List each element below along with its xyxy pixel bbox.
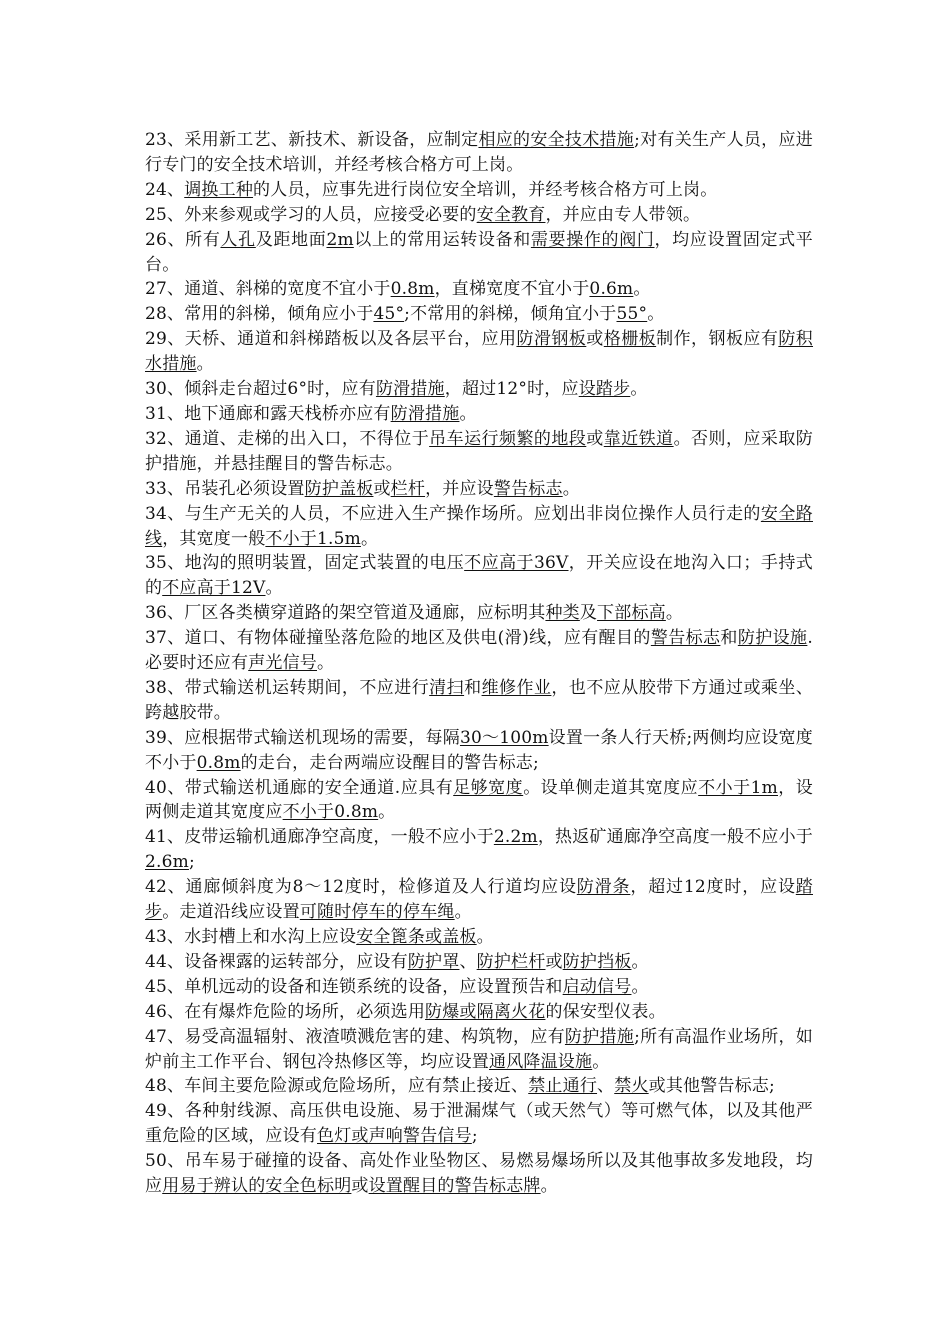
underlined-answer: 用易于辨认的安全色标明 — [162, 1176, 352, 1197]
clause-text: 30、倾斜走台超过6°时，应有 — [145, 379, 376, 400]
clause-text: 39、应根据带式输送机现场的需要，每隔 — [145, 727, 460, 748]
clause-paragraph — [145, 502, 813, 552]
clause-text: ，超过12°时，应 — [444, 379, 579, 400]
clause-paragraph — [145, 1000, 813, 1025]
underlined-answer: 禁火 — [614, 1076, 649, 1097]
clause-text: ，设两侧走道其宽度应 — [145, 777, 813, 823]
clause-paragraph — [145, 277, 813, 302]
underlined-answer: 0.8m — [196, 752, 241, 773]
underlined-answer: 踏步 — [145, 877, 813, 923]
clause-text: 和 — [464, 677, 482, 698]
clause-text: .必要时还应有 — [145, 628, 814, 674]
clause-text: ;不常用的斜梯，倾角宜小于 — [404, 304, 617, 325]
clause-text: 。 — [459, 403, 477, 424]
clause-text: 46、在有爆炸危险的场所，必须选用 — [145, 1001, 426, 1022]
underlined-answer: 2.6m — [145, 852, 189, 873]
clause-paragraph — [145, 302, 813, 327]
clause-text: 。 — [592, 1051, 610, 1072]
underlined-answer: 声光信号 — [248, 653, 318, 674]
clause-paragraph — [145, 1025, 813, 1075]
clause-text: 45、单机远动的设备和连锁系统的设备，应设置预告和 — [145, 976, 563, 997]
clause-text: 及 — [579, 603, 598, 624]
underlined-answer: 维修作业 — [481, 677, 552, 698]
underlined-answer: 防滑条 — [576, 877, 631, 898]
clause-text: 31、地下通廊和露天栈桥亦应有 — [145, 403, 391, 424]
clause-text: ; — [471, 1126, 478, 1147]
clause-text: 或 — [373, 478, 391, 499]
clause-paragraph — [145, 203, 813, 228]
clause-text: 47、易受高温辐射、液渣喷溅危害的建、构筑物，应有 — [145, 1026, 565, 1047]
clause-text: 26、所有 — [145, 229, 221, 250]
clause-text: 28、常用的斜梯，倾角应小于 — [145, 304, 374, 325]
clause-text: 37、道口、有物体碰撞坠落危险的地区及供电(滑)线，应有醒目的 — [145, 628, 651, 649]
underlined-answer: 防护栏杆 — [476, 951, 546, 972]
clause-text: 。 — [265, 578, 283, 599]
clause-paragraph — [145, 726, 813, 776]
underlined-answer: 安全教育 — [476, 204, 546, 225]
underlined-answer: 警告标志 — [493, 478, 563, 499]
clause-text: 。 — [631, 951, 649, 972]
underlined-answer: 栏杆 — [390, 478, 426, 499]
underlined-answer: 靠近铁道 — [603, 428, 674, 449]
underlined-answer: 需要操作的阀门 — [530, 229, 655, 250]
underlined-answer: 不小于1.5m — [265, 528, 361, 549]
underlined-answer: 吊车运行频繁的地段 — [429, 428, 587, 449]
underlined-answer: 安全篦条或盖板 — [356, 927, 477, 947]
clause-text: 。 — [665, 603, 684, 624]
clause-text: ，也不应从胶带下方通过或乘坐、跨越胶带。 — [145, 677, 814, 723]
clause-text: 38、带式输送机运转期间，不应进行 — [145, 677, 430, 698]
underlined-answer: 防爆或隔离火花 — [425, 1001, 546, 1022]
clause-text: ;所有高温作业场所，如炉前主工作平台、钢包冷热修区等，均应设置 — [145, 1026, 813, 1072]
underlined-answer: 防护罩 — [407, 951, 460, 972]
clause-text: 及距地面 — [255, 229, 327, 250]
clause-text: 或 — [586, 428, 604, 449]
underlined-answer: 防护设施 — [737, 628, 808, 649]
underlined-answer: 设踏步 — [578, 379, 631, 400]
clause-text: 。设单侧走道其宽度应 — [523, 777, 699, 798]
clause-text: 40、带式输送机通廊的安全通道.应具有 — [145, 777, 454, 798]
clause-text: 、 — [459, 951, 477, 972]
clause-paragraph — [145, 178, 813, 203]
clause-text: 42、通廊倾斜度为8～12度时，检修道及人行道均应设 — [145, 877, 577, 898]
clause-text: ，并应设 — [425, 478, 494, 499]
clause-text: 35、地沟的照明装置，固定式装置的电压 — [145, 553, 465, 574]
clause-text: 、 — [597, 1076, 615, 1097]
clause-text: ; — [188, 852, 195, 873]
underlined-answer: 防护盖板 — [304, 478, 374, 499]
clause-text: 48、车间主要危险源或危险场所，应有禁止接近、 — [145, 1076, 529, 1097]
clause-text: 44、设备裸露的运转部分，应设有 — [145, 951, 408, 972]
clause-text: 43、水封槽上和水沟上应设 — [145, 927, 357, 947]
underlined-answer: 可随时停车的停车绳 — [299, 902, 455, 923]
clause-paragraph — [145, 1074, 813, 1099]
clause-paragraph — [145, 825, 813, 875]
clause-text: 。 — [317, 653, 335, 674]
clause-text: 36、厂区各类横穿道路的架空管道及通廊，应标明其 — [145, 603, 546, 624]
underlined-answer: 0.6m — [589, 279, 634, 300]
clause-paragraph — [145, 1099, 813, 1149]
clause-paragraph — [145, 228, 813, 278]
clause-text: 。 — [454, 902, 472, 923]
clause-text: 的保安型仪表。 — [545, 1001, 666, 1022]
underlined-answer: 清扫 — [429, 677, 465, 698]
underlined-answer: 警告标志 — [650, 628, 721, 649]
clause-paragraph — [145, 676, 813, 726]
clause-text: ;对有关生产人员，应进行专门的安全技术培训，并经考核合格方可上岗。 — [145, 130, 813, 175]
clause-paragraph — [145, 551, 813, 601]
clause-paragraph — [145, 601, 813, 626]
underlined-answer: 调换工种 — [184, 179, 254, 200]
clause-text: ，并应由专人带领。 — [545, 204, 701, 225]
underlined-answer: 设置醒目的警告标志牌 — [368, 1176, 541, 1197]
clause-paragraph — [145, 377, 813, 402]
underlined-answer: 30～100m — [459, 727, 549, 748]
clause-paragraph — [145, 128, 813, 178]
underlined-answer: 2m — [326, 229, 354, 250]
clause-text: 制作，钢板应有 — [656, 329, 779, 350]
clause-text: 以上的常用运转设备和 — [353, 229, 531, 250]
clause-text: ，超过12度时，应设 — [630, 877, 796, 898]
clause-text: 。 — [540, 1176, 558, 1197]
underlined-answer: 防滑钢板 — [516, 329, 587, 350]
clause-text: 。 — [196, 354, 214, 375]
clause-text: 。走道沿线应设置 — [162, 902, 300, 923]
underlined-answer: 55° — [616, 304, 648, 325]
clause-text: 29、天桥、通道和斜梯踏板以及各层平台，应用 — [145, 329, 517, 350]
underlined-answer: 人孔 — [220, 229, 256, 250]
underlined-answer: 禁止通行 — [528, 1076, 598, 1097]
clause-text: 25、外来参观或学习的人员，应接受必要的 — [145, 204, 477, 225]
clause-text: 。 — [378, 802, 396, 823]
clause-paragraph — [145, 1149, 813, 1199]
underlined-answer: 防护措施 — [564, 1026, 635, 1047]
clause-text: ，均应设置固定式平台。 — [145, 229, 813, 275]
clause-text: 23、采用新工艺、新技术、新设备，应制定 — [145, 130, 479, 150]
clause-text: 33、吊装孔必须设置 — [145, 478, 305, 499]
underlined-answer: 相应的安全技术措施 — [478, 130, 635, 150]
underlined-answer: 防积水措施 — [145, 329, 814, 375]
clause-text: 或 — [351, 1176, 369, 1197]
underlined-answer: 不小于0.8m — [282, 802, 379, 823]
underlined-answer: 种类 — [545, 603, 580, 624]
underlined-answer: 不小于1m — [698, 777, 778, 798]
clause-text: 或其他警告标志; — [648, 1076, 775, 1097]
underlined-answer: 2.2m — [493, 827, 538, 848]
clause-text: 和 — [720, 628, 738, 649]
clause-text: 。 — [562, 478, 580, 499]
clause-text: ，直梯宽度不宜小于 — [434, 279, 590, 300]
underlined-answer: 足够宽度 — [453, 777, 524, 798]
clause-text: 。否则，应采取防护措施，并悬挂醒目的警告标志。 — [145, 428, 813, 474]
clause-text: ，热返矿通廊净空高度一般不应小于 — [537, 827, 814, 848]
clause-paragraph — [145, 327, 813, 377]
clause-paragraph — [145, 776, 813, 826]
clause-text: 34、与生产无关的人员，不应进入生产操作场所。应划出非岗位操作人员行走的 — [145, 503, 761, 524]
clause-text: 的人员，应事先进行岗位安全培训，并经考核合格方可上岗。 — [253, 179, 718, 200]
clause-text: 24、 — [145, 179, 185, 200]
clause-text: 。 — [630, 379, 648, 400]
clause-paragraph — [145, 402, 813, 427]
clause-text: 。 — [360, 528, 379, 549]
clause-text: 或 — [545, 951, 563, 972]
document-body — [145, 128, 813, 1199]
underlined-answer: 格栅板 — [603, 329, 657, 350]
clause-text: 。 — [633, 279, 651, 300]
clause-text: 27、通道、斜梯的宽度不宜小于 — [145, 279, 391, 300]
clause-paragraph — [145, 427, 813, 477]
clause-paragraph — [145, 626, 813, 676]
underlined-answer: 防滑措施 — [375, 379, 445, 400]
clause-text: 。 — [476, 927, 494, 947]
underlined-answer: 防滑措施 — [390, 403, 460, 424]
clause-text: 设置一条人行天桥;两侧均应设宽度不小于 — [145, 727, 813, 773]
clause-text: 49、各种射线源、高压供电设施、易于泄漏煤气（或天然气）等可燃气体，以及其他严重危险的区域，应设有 — [145, 1101, 813, 1147]
clause-text: 的走台，走台两端应设醒目的警告标志; — [240, 752, 539, 773]
underlined-answer: 通风降温设施 — [489, 1051, 593, 1072]
clause-paragraph — [145, 975, 813, 1000]
clause-paragraph — [145, 950, 813, 975]
underlined-answer: 启动信号 — [562, 976, 632, 997]
underlined-answer: 防护挡板 — [562, 951, 632, 972]
underlined-answer: 0.8m — [390, 279, 435, 300]
underlined-answer: 45° — [373, 304, 405, 325]
clause-text: 41、皮带运输机通廊净空高度，一般不应小于 — [145, 827, 494, 848]
clause-paragraph — [145, 477, 813, 502]
clause-text: 。 — [631, 976, 649, 997]
underlined-answer: 色灯或声响警告信号 — [317, 1126, 472, 1147]
underlined-answer: 安全路线 — [145, 503, 813, 549]
clause-text: ，开关应设在地沟入口；手持式的 — [145, 553, 813, 599]
clause-text: 。 — [647, 304, 665, 325]
clause-paragraph — [145, 925, 813, 950]
underlined-answer: 不应高于36V — [464, 553, 569, 574]
underlined-answer: 下部标高 — [597, 603, 666, 624]
clause-paragraph — [145, 875, 813, 925]
underlined-answer: 不应高于12V — [162, 578, 266, 599]
clause-text: 或 — [586, 329, 604, 350]
clause-text: 32、通道、走梯的出入口，不得位于 — [145, 428, 430, 449]
clause-text: ，其宽度一般 — [162, 528, 266, 549]
clause-text: 50、吊车易于碰撞的设备、高处作业坠物区、易燃易爆场所以及其他事故多发地段，均应 — [145, 1151, 813, 1197]
